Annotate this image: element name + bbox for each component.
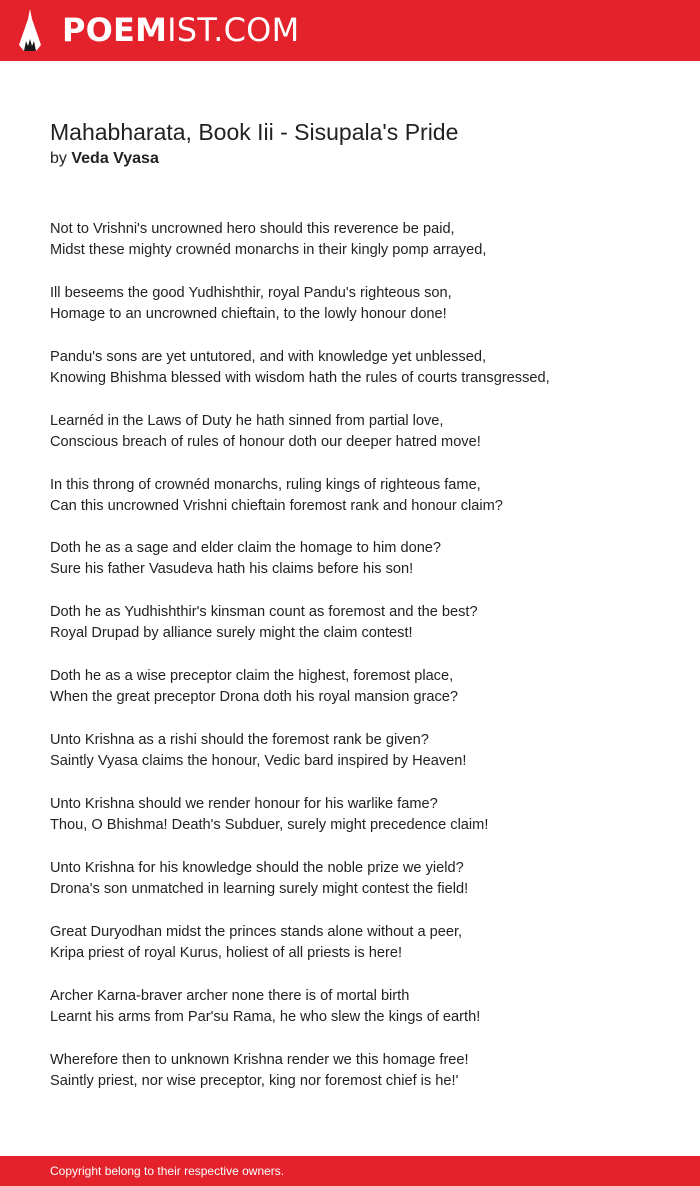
- poem-line: Conscious breach of rules of honour doth our deeper hatred move!: [50, 433, 481, 450]
- poem-line: Doth he as a wise preceptor claim the highest, foremost place,: [50, 668, 454, 685]
- author-name: Veda Vyasa: [71, 150, 159, 167]
- poem-stanza: [50, 219, 670, 261]
- poem-line: Great Duryodhan midst the princes stands alone without a peer,: [50, 923, 463, 940]
- site-logo[interactable]: [62, 12, 299, 48]
- poem-line: Saintly Vyasa claims the honour, Vedic bard inspired by Heaven!: [50, 753, 467, 770]
- poem-line: Drona's son unmatched in learning surely might contest the field!: [50, 880, 469, 897]
- poem-stanza: [50, 475, 670, 517]
- poem-line: Kripa priest of royal Kurus, holiest of all priests is here!: [50, 944, 403, 961]
- poem-body: [50, 219, 670, 1113]
- poem-line: In this throng of crownéd monarchs, ruling kings of righteous fame,: [50, 476, 481, 493]
- poem-line: Pandu's sons are yet untutored, and with knowledge yet unblessed,: [50, 348, 487, 365]
- poem-line: Midst these mighty crownéd monarchs in their kingly pomp arrayed,: [50, 242, 487, 258]
- poem-title: Mahabharata, Book Iii - Sisupala's Pride: [50, 119, 459, 145]
- brand-bold-text: POEM: [62, 11, 168, 49]
- site-footer: [0, 1156, 700, 1186]
- brand-light-text: IST.COM: [167, 11, 300, 49]
- poem-line: Unto Krishna as a rishi should the foremost rank be given?: [50, 732, 429, 749]
- poem-stanza: [50, 922, 670, 964]
- byline: [50, 149, 159, 169]
- site-header: [0, 0, 700, 61]
- poem-line: Learnéd in the Laws of Duty he hath sinned from partial love,: [50, 412, 444, 429]
- quill-pen-icon[interactable]: [17, 9, 43, 51]
- poem-stanza: [50, 730, 670, 772]
- poem-line: Saintly priest, nor wise preceptor, king nor foremost chief is he!': [50, 1072, 459, 1089]
- poem-stanza: [50, 666, 670, 708]
- poem-line: Homage to an uncrowned chieftain, to the lowly honour done!: [50, 305, 447, 322]
- poem-line: Doth he as a sage and elder claim the homage to him done?: [50, 540, 442, 557]
- poem-stanza: [50, 347, 670, 389]
- poem-line: Learnt his arms from Par'su Rama, he who slew the kings of earth!: [50, 1008, 481, 1025]
- poem-line: When the great preceptor Drona doth his royal mansion grace?: [50, 689, 459, 706]
- poem-line: Archer Karna-braver archer none there is of mortal birth: [50, 987, 410, 1004]
- poem-line: Unto Krishna for his knowledge should the noble prize we yield?: [50, 859, 464, 876]
- poem-line: Thou, O Bhishma! Death's Subduer, surely might precedence claim!: [50, 817, 489, 834]
- poem-line: Doth he as Yudhishthir's kinsman count as foremost and the best?: [50, 604, 478, 621]
- poem-line: Ill beseems the good Yudhishthir, royal Pandu's righteous son,: [50, 284, 452, 301]
- poem-line: Can this uncrowned Vrishni chieftain foremost rank and honour claim?: [50, 497, 503, 514]
- poem-stanza: [50, 283, 670, 325]
- poem-stanza: [50, 858, 670, 900]
- poem-line: Knowing Bhishma blessed with wisdom hath the rules of courts transgressed,: [50, 369, 550, 386]
- poem-stanza: [50, 986, 670, 1028]
- poem-line: Unto Krishna should we render honour for his warlike fame?: [50, 796, 438, 813]
- poem-line: Royal Drupad by alliance surely might the claim contest!: [50, 625, 413, 642]
- copyright-text: Copyright belong to their respective owners.: [50, 1164, 285, 1178]
- poem-stanza: [50, 538, 670, 580]
- poem-line: Sure his father Vasudeva hath his claims before his son!: [50, 561, 414, 578]
- poem-line: Not to Vrishni's uncrowned hero should this reverence be paid,: [50, 221, 455, 237]
- poem-stanza: [50, 411, 670, 453]
- poem-stanza: [50, 1050, 670, 1092]
- poem-line: Wherefore then to unknown Krishna render we this homage free!: [50, 1051, 469, 1068]
- by-label: by: [50, 150, 67, 167]
- poem-stanza: [50, 602, 670, 644]
- poem-stanza: [50, 794, 670, 836]
